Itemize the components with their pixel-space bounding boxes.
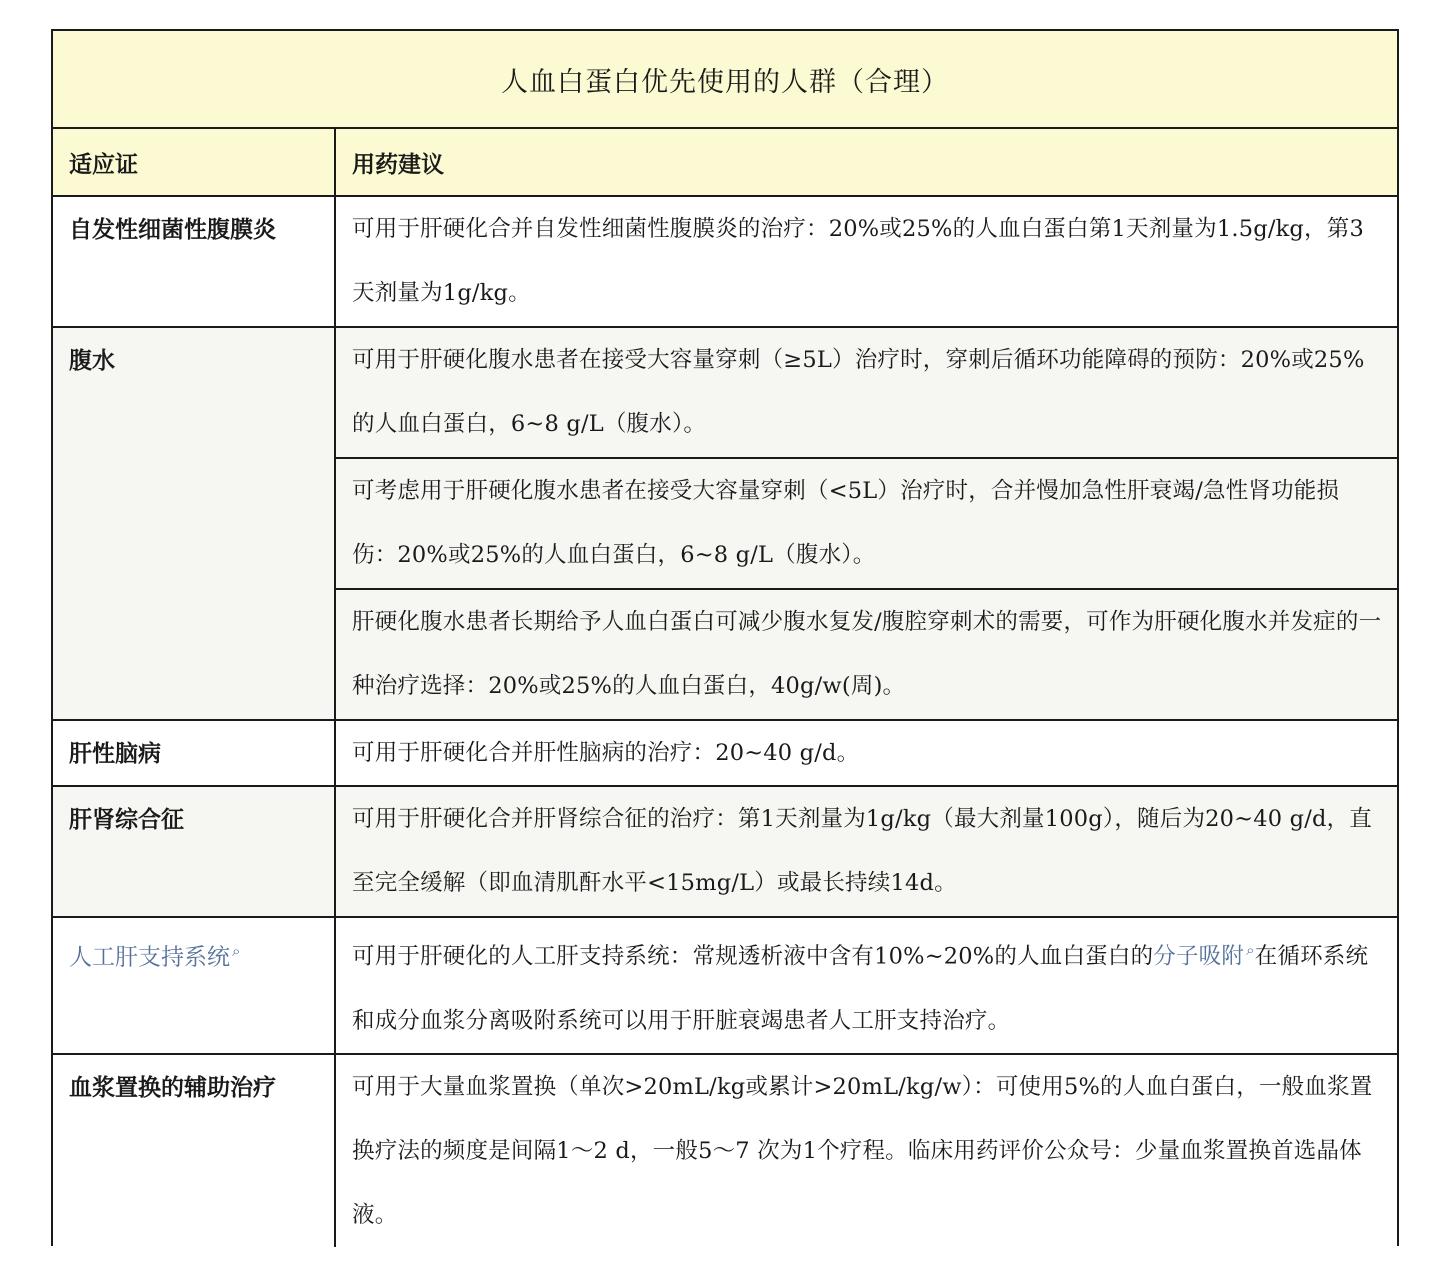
search-icon[interactable]: ⌕	[1246, 941, 1255, 959]
indication-table	[51, 29, 1399, 1246]
table-row	[53, 1054, 1397, 1247]
table-row	[53, 917, 1397, 1054]
advice-text-part1: 可用于肝硬化的人工肝支持系统：常规透析液中含有10%~20%的人血白蛋白的	[352, 943, 1154, 970]
indication-cell: 血浆置换的辅助治疗	[53, 1054, 335, 1247]
molecular-adsorption-link[interactable]: 分子吸附	[1153, 943, 1245, 970]
advice-cell: 可用于大量血浆置换（单次>20mL/kg或累计>20mL/kg/w）：可使用5%的人血白蛋白，一般血浆置换疗法的频度是间隔1～2 d，一般5～7 次为1个疗程。临床用药评价公众号：少量血浆置换首选晶体液。	[335, 1054, 1397, 1247]
advice-cell: 肝硬化腹水患者长期给予人血白蛋白可减少腹水复发/腹腔穿刺术的需要，可作为肝硬化腹水并发症的一种治疗选择：20%或25%的人血白蛋白，40g/w(周)。	[335, 589, 1397, 720]
indication-cell-link[interactable]	[53, 917, 335, 1054]
title-row	[53, 31, 1397, 128]
table-row	[53, 196, 1397, 327]
header-indication: 适应证	[53, 128, 335, 196]
search-icon[interactable]: ⌕	[232, 942, 241, 960]
table	[53, 31, 1397, 1247]
advice-cell: 可用于肝硬化腹水患者在接受大容量穿刺（≥5L）治疗时，穿刺后循环功能障碍的预防：20%或25%的人血白蛋白，6~8 g/L（腹水）。	[335, 327, 1397, 458]
advice-cell: 可用于肝硬化合并肝性脑病的治疗：20~40 g/d。	[335, 720, 1397, 786]
advice-cell: 可用于肝硬化合并自发性细菌性腹膜炎的治疗：20%或25%的人血白蛋白第1天剂量为1.5g/kg，第3天剂量为1g/kg。	[335, 196, 1397, 327]
table-row	[53, 327, 1397, 458]
header-advice: 用药建议	[335, 128, 1397, 196]
indication-cell: 腹水	[53, 327, 335, 720]
table-title: 人血白蛋白优先使用的人群（合理）	[53, 31, 1397, 128]
advice-cell	[335, 917, 1397, 1054]
advice-cell: 可考虑用于肝硬化腹水患者在接受大容量穿刺（<5L）治疗时，合并慢加急性肝衰竭/急性肾功能损伤：20%或25%的人血白蛋白，6~8 g/L（腹水）。	[335, 458, 1397, 589]
table-row	[53, 786, 1397, 917]
indication-cell: 肝性脑病	[53, 720, 335, 786]
indication-cell: 自发性细菌性腹膜炎	[53, 196, 335, 327]
advice-text-part3: 在循环系统和成分血浆分离吸附系统可以用于肝脏衰竭患者人工肝支持治疗。	[352, 943, 1369, 1034]
indication-cell: 肝肾综合征	[53, 786, 335, 917]
header-row	[53, 128, 1397, 196]
indication-link-text[interactable]: 人工肝支持系统	[69, 944, 230, 971]
advice-cell: 可用于肝硬化合并肝肾综合征的治疗：第1天剂量为1g/kg（最大剂量100g），随后为20~40 g/d，直至完全缓解（即血清肌酐水平<15mg/L）或最长持续14d。	[335, 786, 1397, 917]
table-row	[53, 720, 1397, 786]
